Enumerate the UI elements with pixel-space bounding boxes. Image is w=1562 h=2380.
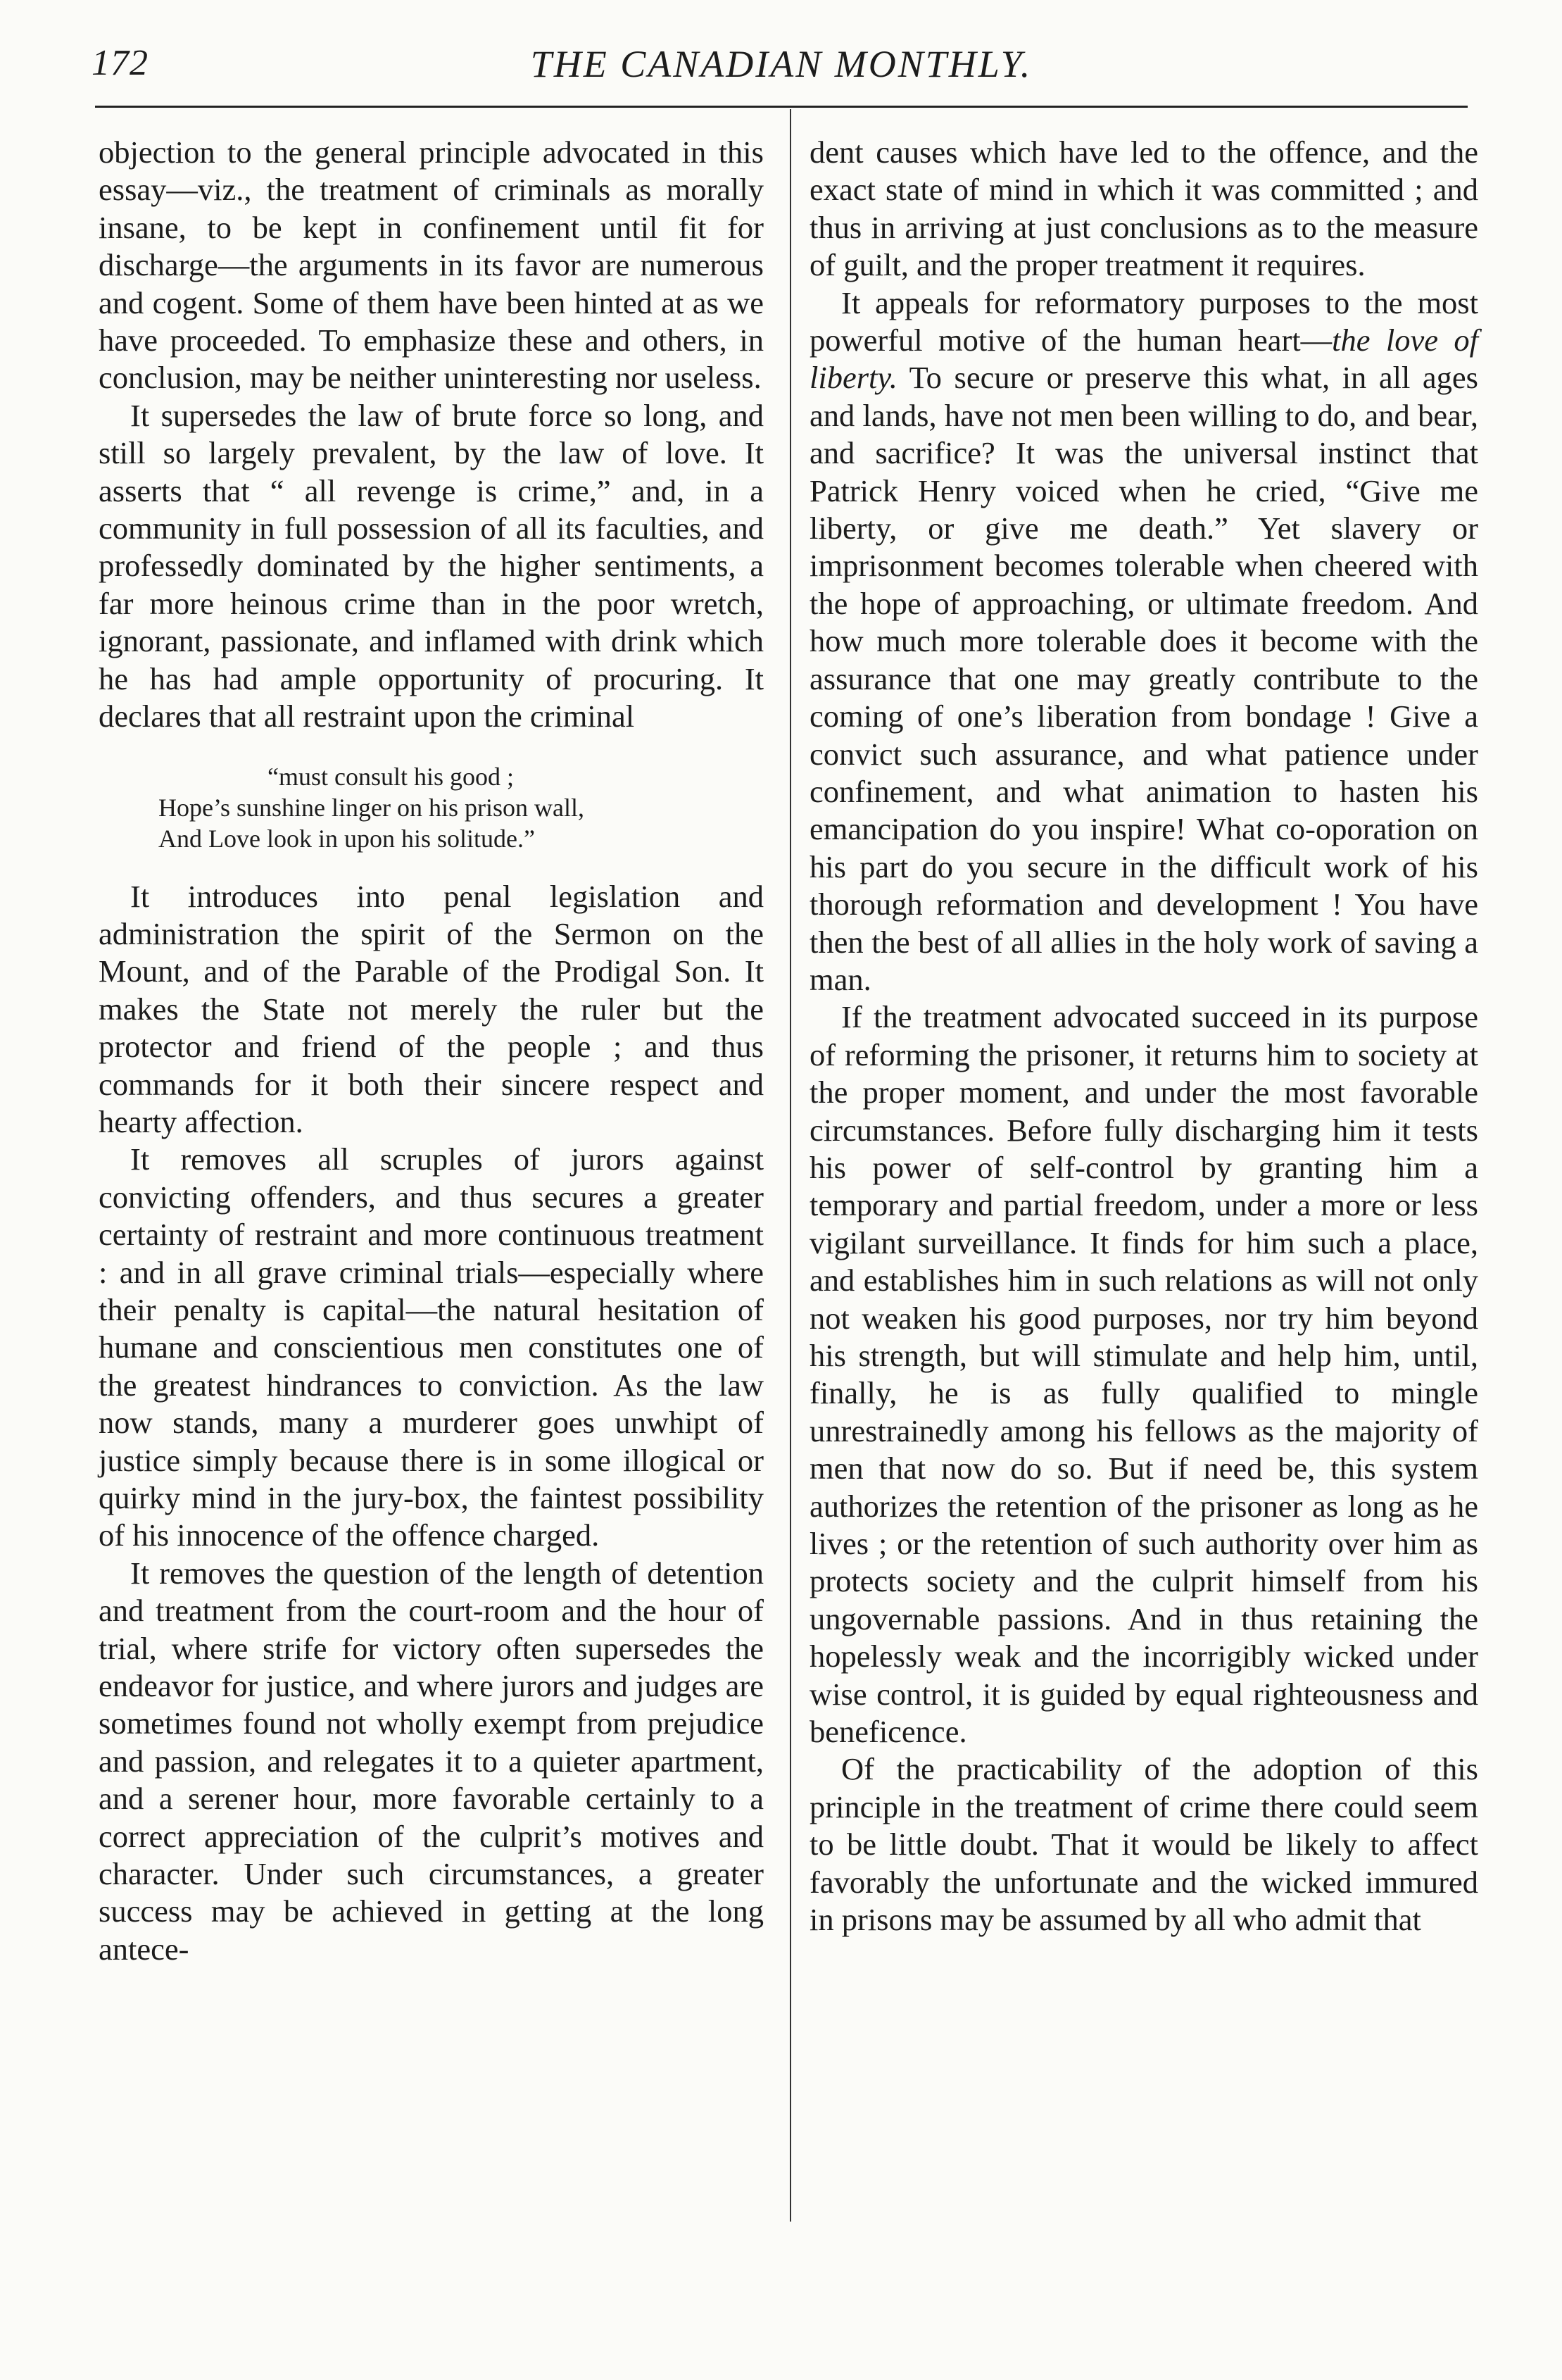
header-rule bbox=[95, 106, 1468, 108]
column-divider bbox=[790, 109, 791, 2222]
emphasis-text: the love of liberty. bbox=[810, 322, 1478, 396]
quote-line: And Love look in upon his solitude.” bbox=[158, 824, 535, 853]
page-header bbox=[92, 42, 1471, 113]
paragraph: If the treatment advocated succeed in its purpose of reforming the prisoner, it returns him to society at the proper moment, and under the most favorable circumstances. Before fully discharging him it tests his power of self-control by granting him a temporary and partial freedom, under a more or less vigilant surveillance. It finds for him such a place, and establishes him in such relations as will not only not weaken his good purposes, nor try him beyond his strength, but will stimulate and help him, until, finally, he is as fully qualified to mingle unrestrainedly among his fellows as the majority of men that now do so. But if need be, this system authorizes the retention of the prisoner as long as he lives ; or the retention of such authority over him as protects society and the culprit himself from his ungovernable passions. And in thus retaining the hopelessly weak and the incorrigibly wicked under wise control, it is guided by equal righteousness and beneficence. bbox=[810, 999, 1478, 1750]
page-number: 172 bbox=[92, 43, 149, 83]
paragraph-text: It appeals for reformatory purposes to the most powerful motive of the human heart— bbox=[810, 284, 1478, 358]
quote-line: Hope’s sunshine linger on his prison wall, bbox=[158, 793, 584, 822]
left-column bbox=[99, 134, 764, 1968]
paragraph-text: To secure or preserve this what, in all ages and lands, have not men been willing to do, and bear, and sacrifice? It was the universal instinct that Patrick Henry voiced when he cried, “Give me liberty, or give me death.” Yet slavery or imprisonment becomes tolerable when cheered with the hope of approaching, or ultimate freedom. And how much more tolerable does it become with the assurance that one may greatly contribute to the coming of one’s liberation from bondage ! Give a convict such assurance, and what patience under confinement, and what animation to hasten his emancipation do you inspire! What co-oporation on his part do you secure in the difficult work of his thorough reformation and development ! You have then the best of all allies in the holy work of saving a man. bbox=[810, 360, 1478, 997]
paragraph: It removes the question of the length of detention and treatment from the court-room and the hour of trial, where strife for victory often supersedes the endeavor for justice, and where jurors and judges are sometimes found not wholly exempt from prejudice and passion, and relegates it to a quieter apartment, and a serener hour, more favorable certainly to a correct appreciation of the culprit’s motives and character. Under such circumstances, a greater success may be achieved in getting at the long antece- bbox=[99, 1555, 764, 1967]
quote-line: “must consult his good ; bbox=[267, 762, 514, 791]
paragraph: Of the practicability of the adoption of this principle in the treatment of crime there could seem to be little doubt. That it would be likely to affect favorably the unfortunate and the wicked immured in prisons may be assumed by all who admit that bbox=[810, 1751, 1478, 1938]
paragraph: dent causes which have led to the offence, and the exact state of mind in which it was committed ; and thus in arriving at just conclusions as to the measure of guilt, and the proper treatment it requires. bbox=[810, 134, 1478, 283]
paragraph: It removes all scruples of jurors against convicting offenders, and thus secures a greater certainty of restraint and more continuous treatment : and in all grave criminal trials—especially where their penalty is capital—the natural hesitation of humane and conscientious men constitutes one of the greatest hindrances to conviction. As the law now stands, many a murderer goes unwhipt of justice simply because there is in some illogical or quirky mind in the jury-box, the faintest possibility of his innocence of the offence charged. bbox=[99, 1141, 764, 1553]
paragraph: It supersedes the law of brute force so long, and still so largely prevalent, by the law of love. It asserts that “ all revenge is crime,” and, in a community in full possession of all its faculties, and professedly dominated by the higher sentiments, a far more heinous crime than in the poor wretch, ignorant, passionate, and inflamed with drink which he has had ample opportunity of procuring. It declares that all restraint upon the criminal bbox=[99, 397, 764, 734]
running-head: THE CANADIAN MONTHLY. bbox=[530, 43, 1033, 85]
right-column bbox=[810, 134, 1478, 1939]
paragraph: It introduces into penal legislation and administration the spirit of the Sermon on the Mount, and of the Parable of the Prodigal Son. It makes the State not merely the ruler but the protector and friend of the people ; and thus commands for it both their sincere respect and hearty affection. bbox=[99, 878, 764, 1139]
paragraph: objection to the general principle advocated in this essay—viz., the treatment of criminals as morally insane, to be kept in confinement until fit for discharge—the arguments in its favor are numerous and cogent. Some of them have been hinted at as we have proceeded. To emphasize these and others, in conclusion, may be neither uninteresting nor useless. bbox=[99, 134, 764, 396]
paragraph bbox=[810, 284, 1478, 999]
verse-quote bbox=[99, 761, 764, 854]
